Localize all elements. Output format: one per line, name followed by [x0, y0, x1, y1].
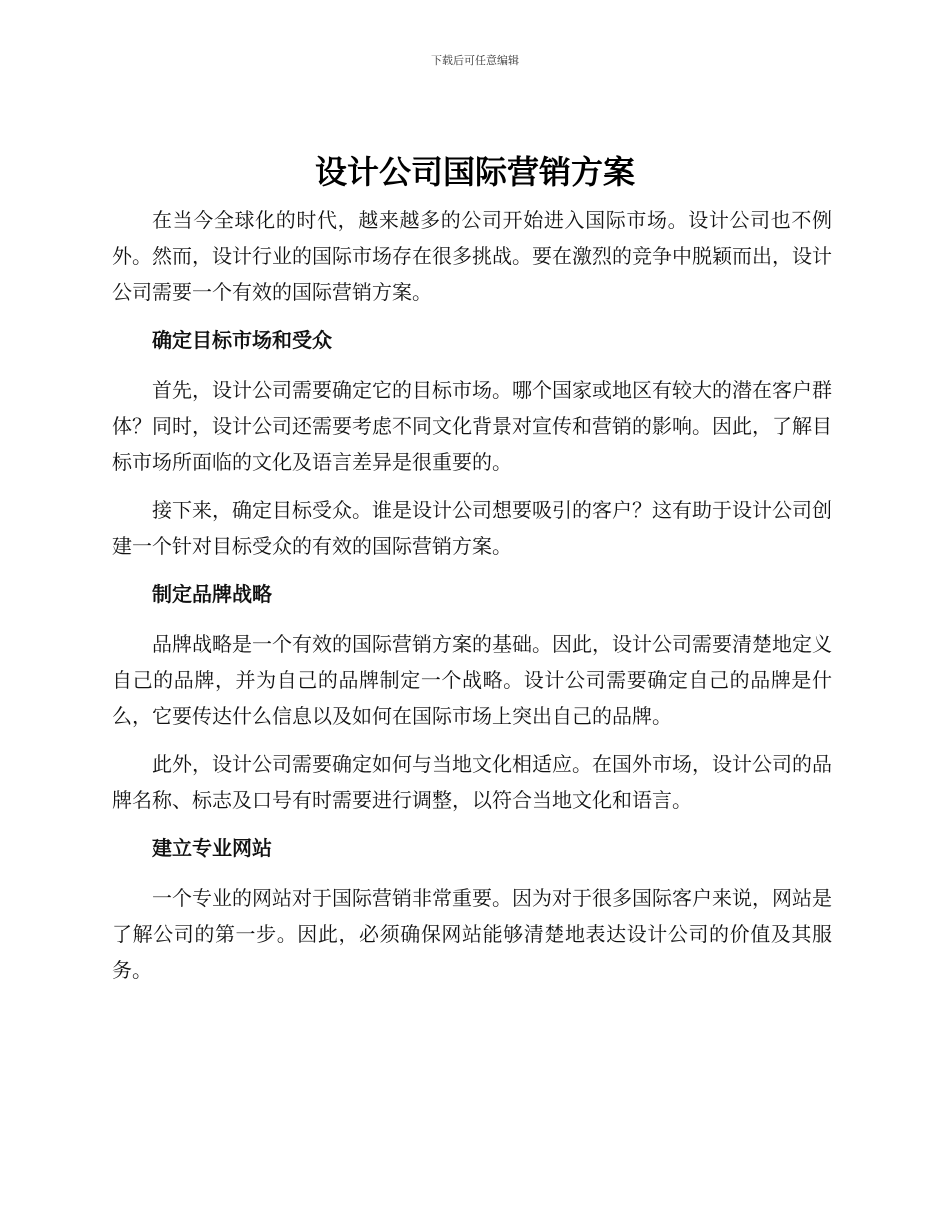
paragraph: 接下来，确定目标受众。谁是设计公司想要吸引的客户？这有助于设计公司创建一个针对目标受众的有效的国际营销方案。 — [112, 498, 832, 558]
section-heading-target-market: 确定目标市场和受众 — [152, 328, 332, 352]
paragraph: 首先，设计公司需要确定它的目标市场。哪个国家或地区有较大的潜在客户群体？同时，设计公司还需要考虑不同文化背景对宣传和营销的影响。因此，了解目标市场所面临的文化及语言差异是很重要的。 — [112, 378, 832, 474]
document-body — [112, 202, 832, 1000]
section-heading-website: 建立专业网站 — [152, 836, 272, 860]
paragraph: 品牌战略是一个有效的国际营销方案的基础。因此，设计公司需要清楚地定义自己的品牌，并为自己的品牌制定一个战略。设计公司需要确定自己的品牌是什么，它要传达什么信息以及如何在国际市场上突出自己的品牌。 — [112, 632, 832, 728]
page-header-note: 下载后可任意编辑 — [431, 54, 519, 67]
document-title: 设计公司国际营销方案 — [314, 153, 635, 191]
section-heading-brand-strategy: 制定品牌战略 — [152, 582, 272, 606]
intro-paragraph: 在当今全球化的时代，越来越多的公司开始进入国际市场。设计公司也不例外。然而，设计行业的国际市场存在很多挑战。要在激烈的竞争中脱颖而出，设计公司需要一个有效的国际营销方案。 — [112, 208, 832, 304]
paragraph: 此外，设计公司需要确定如何与当地文化相适应。在国外市场，设计公司的品牌名称、标志及口号有时需要进行调整，以符合当地文化和语言。 — [112, 752, 832, 812]
paragraph: 一个专业的网站对于国际营销非常重要。因为对于很多国际客户来说，网站是了解公司的第一步。因此，必须确保网站能够清楚地表达设计公司的价值及其服务。 — [112, 886, 832, 982]
